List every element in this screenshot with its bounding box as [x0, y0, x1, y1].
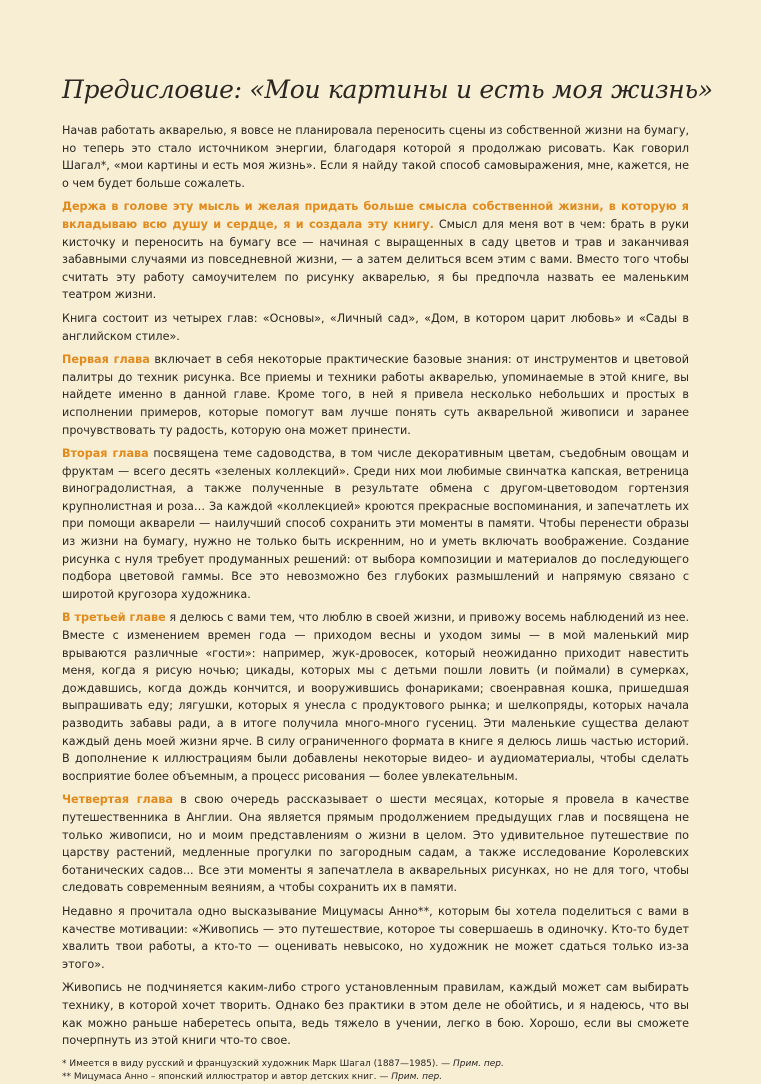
paragraph-text: включает в себя некоторые практические базовые знания: от инструментов и цветовой палитры до техник рисунка. Все приемы и техники работы акварелью, упоминаемые в этой книге, вы найдете именно в данной главе. Кроме того, в ней я привела несколько небольших и простых в исполнении примеров, которые помогут вам лучше понять суть акварельной живописи и заранее прочувствовать ту радость, которую она может принести. — [62, 353, 690, 437]
paragraph-text: Начав работать акварелью, я вовсе не планировала переносить сцены из собственной жизни на бумагу, но теперь это стало источником энергии, благодаря которой я продолжаю рисовать. Как говорил Шагал*, «мои картины и есть моя жизнь». Если я найду такой способ самовыражения, мне, кажется, не о чем будет больше сожалеть. — [62, 124, 689, 190]
paragraph-text: в свою очередь рассказывает о шести месяцах, которые я провела в качестве путешественника в Англии. Она является прямым продолжением предыдущих глав и посвящена не только живописи, но и моим представлениям о жизни в целом. Это удивительное путешествие по царству растений, медленные прогулки по загородным садам, а также исследование Королевских ботанических садов... Все эти моменты я запечатлела в акварельных рисунках, но не для того, чтобы следовать современным веяниям, а чтобы сохранить их в памяти. — [62, 793, 689, 895]
page-title: Предисловие: «Мои картины и есть моя жизнь» — [62, 75, 713, 104]
paragraph-7 — [62, 791, 689, 897]
paragraph-4 — [62, 351, 689, 439]
footnote-note: Прим. пер. — [391, 1071, 443, 1082]
paragraph-9 — [62, 979, 689, 1049]
paragraph-highlight: В третьей главе — [62, 611, 166, 625]
paragraph-6 — [62, 609, 689, 785]
footnote-text: * Имеется в виду русский и французский художник Марк Шагал (1887—1985). — — [62, 1058, 453, 1069]
paragraph-1 — [62, 122, 689, 192]
paragraph-8 — [62, 903, 689, 973]
paragraph-text: Живопись не подчиняется каким-либо строго установленным правилам, каждый может сам выбирать технику, в которой хочет творить. Однако без практики в этом деле не обойтись, и я надеюсь, что вы как можно раньше наберетесь опыта, ведь тяжело в учении, легко в бою. Хорошо, если вы сможете почерпнуть из этой книги что-то свое. — [62, 981, 689, 1048]
footnote-2 — [62, 1071, 689, 1084]
paragraph-highlight: Первая глава — [62, 353, 150, 367]
paragraph-highlight: Держа в голове эту мысль и желая придать больше смысла собственной жизни, в которую я вкладываю всю душу и сердце, я и создала эту книгу. — [62, 200, 689, 231]
body-text — [62, 122, 689, 1050]
footnote-note: Прим. пер. — [453, 1058, 504, 1069]
paragraph-3 — [62, 310, 689, 345]
paragraph-text: я делюсь с вами тем, что люблю в своей жизни, и привожу восемь наблюдений из нее. Вместе с изменением времен года — приходом весны и уходом зимы — в мой маленький мир врываются различные «гости»: например, жук-дровосек, который неожиданно приходит навестить меня, когда я рисую ночью; цикады, которых мы с детьми пошли ловить (и поймали) в сумерках, дождавшись, когда дождь кончится, и вооружившись фонариками; своенравная кошка, пришедшая выпрашивать еду; лягушки, которых я унесла с продуктового рынка; и шелкопряды, которых начала разводить забавы ради, а в итоге получила много-много гусениц. Эти маленькие существа делают каждый день моей жизни ярче. В силу ограниченного формата в книге я делюсь лишь частью историй. В дополнение к иллюстрациям были добавлены некоторые видео- и аудиоматериалы, чтобы сделать восприятие более объемным, а процесс рисования — более увлекательным. — [62, 611, 690, 783]
paragraph-2 — [62, 198, 689, 304]
footnote-text: ** Мицумаса Анно – японский иллюстратор и автор детских книг. — — [62, 1071, 392, 1082]
paragraph-text: Смысл для меня вот в чем: брать в руки кисточку и переносить на бумагу все — начиная с выращенных в саду цветов и трав и заканчивая забавными случаями из повседневной жизни, — а затем делиться всем этим с вами. Вместо того чтобы считать эту работу самоучителем по рисунку акварелью, я бы предпочла назвать ее маленьким театром жизни. — [62, 217, 690, 302]
paragraph-5 — [62, 445, 689, 603]
paragraph-highlight: Вторая глава — [62, 447, 149, 461]
paragraph-highlight: Четвертая глава — [62, 793, 173, 807]
paragraph-text: посвящена теме садоводства, в том числе декоративным цветам, съедобным овощам и фруктам — всего десять «зеленых коллекций». Среди них мои любимые свинчатка капская, ветреница виноградолистная, а также полученные в результате обмена с другом-цветоводом гортензия крупнолистная и роза… За каждой «коллекцией» кроются прекрасные воспоминания, и запечатлеть их при помощи акварели — наилучший способ сохранить эти моменты в памяти. Чтобы перенести образы из жизни на бумагу, нужно не только быть искренним, но и уметь включать воображение. Создание рисунка с нуля требует продуманных решений: от выбора композиции и материалов до последующего подбора цветовой гаммы. Все это невозможно без глубоких размышлений и напрямую связано с широтой кругозора художника. — [62, 447, 689, 601]
footnotes — [62, 1058, 689, 1084]
paragraph-text: Недавно я прочитала одно высказывание Мицумасы Анно**, которым бы хотела поделиться с вами в качестве мотивации: «Живопись — это путешествие, которое ты совершаешь в одиночку. Кто-то будет хвалить твои работы, а кто-то — оценивать невысоко, но художник не может сдаться только из-за этого». — [62, 904, 689, 971]
footnote-1 — [62, 1058, 689, 1071]
paragraph-text: Книга состоит из четырех глав: «Основы», «Личный сад», «Дом, в котором царит любовь» и «Сады в английском стиле». — [62, 311, 689, 343]
